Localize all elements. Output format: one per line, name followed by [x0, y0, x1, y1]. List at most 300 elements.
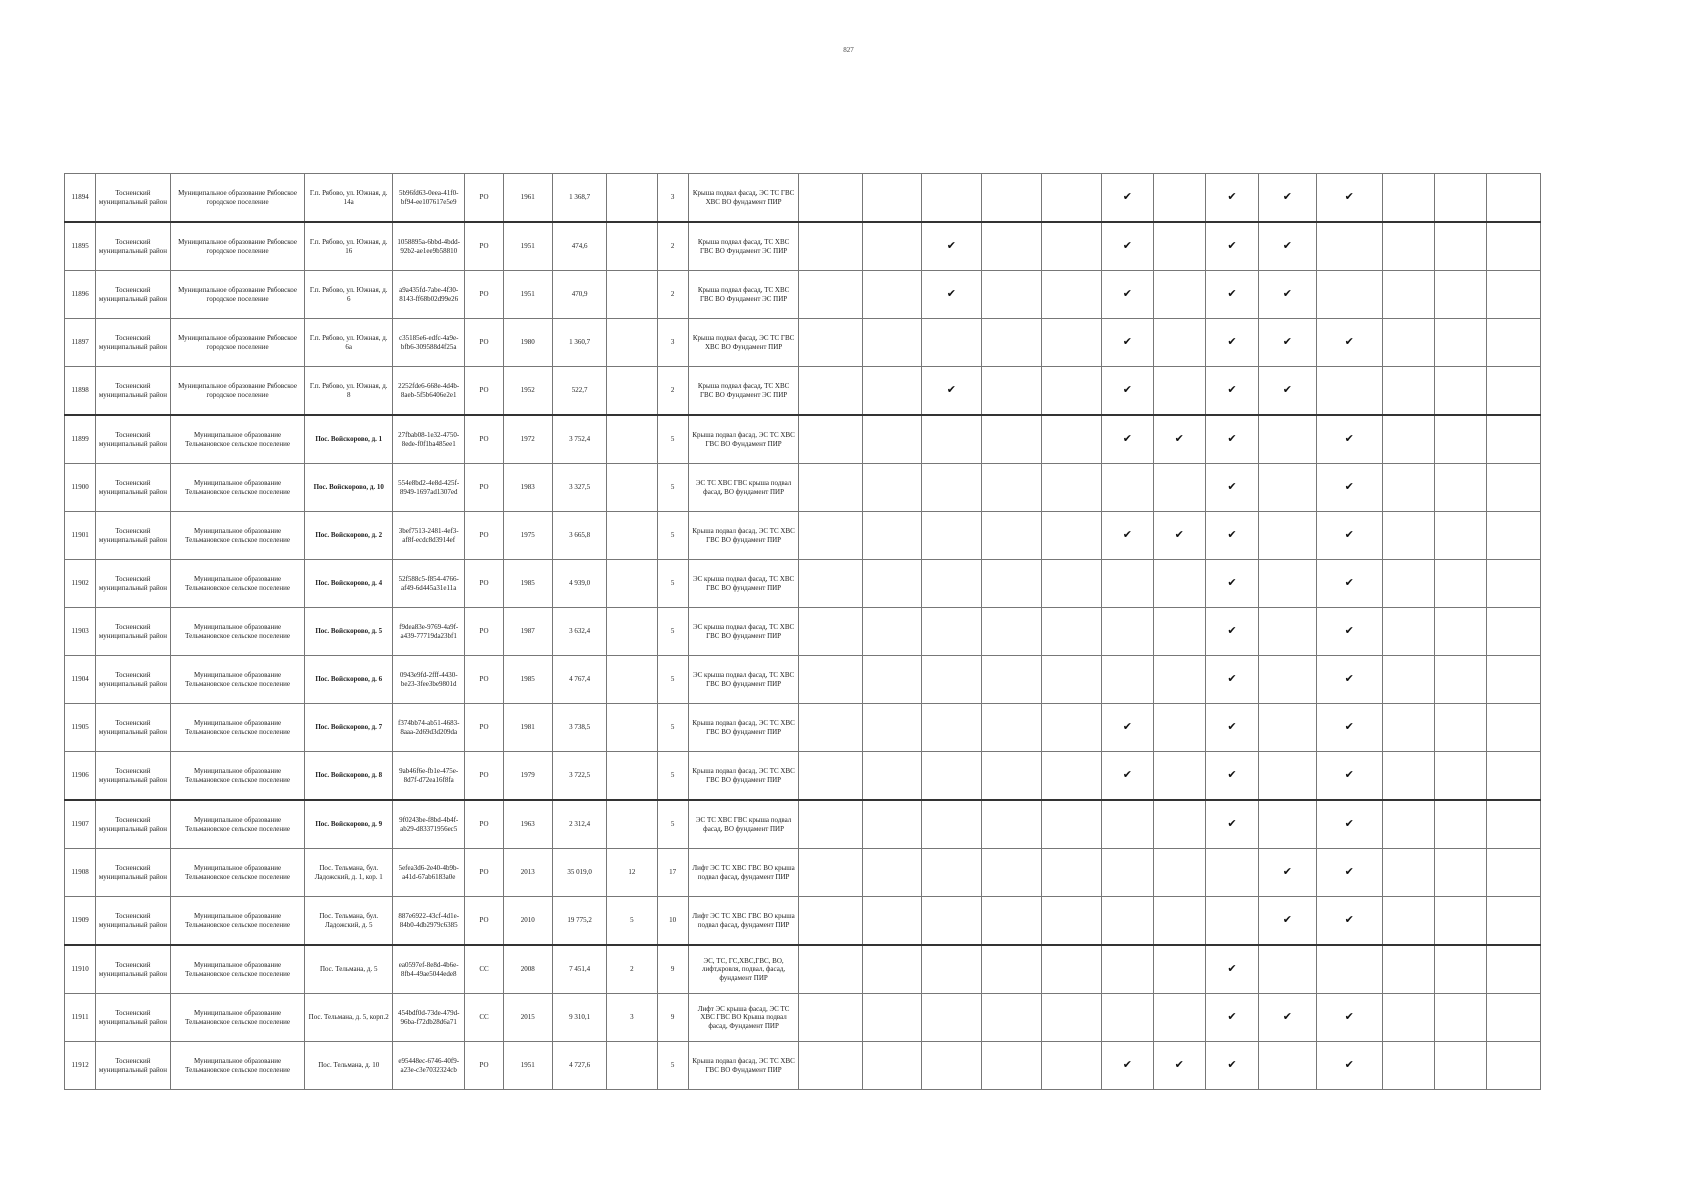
checkmark-icon: ✔ [1227, 382, 1237, 396]
work-check-cell [1316, 608, 1382, 656]
work-check-cell [1102, 222, 1153, 271]
work-check-cell [922, 271, 981, 319]
row-id: 11894 [65, 174, 96, 223]
fund-type-cell: РО [465, 849, 503, 897]
district-cell: Тосненский муниципальный район [96, 849, 170, 897]
work-check-cell [1486, 800, 1540, 849]
guid-cell: 887e6922-43cf-4d1e-84b0-4db2979c6385 [392, 897, 464, 946]
work-check-cell [922, 800, 981, 849]
count-cell [607, 704, 657, 752]
guid-cell: 554e8bd2-4e8d-425f-8949-1697ad1307ed [392, 464, 464, 512]
work-check-cell [1435, 800, 1486, 849]
work-check-cell [1486, 319, 1540, 367]
works-list-cell: Крыша подвал фасад, ЭС ТС ГВС ХВС ВО фундамент ПИР [688, 174, 799, 223]
row-id: 11910 [65, 945, 96, 994]
work-check-cell [1041, 849, 1101, 897]
work-check-cell [1382, 319, 1434, 367]
checkmark-icon: ✔ [1282, 334, 1292, 348]
year-built-cell: 1972 [503, 415, 552, 464]
floors-cell: 5 [657, 415, 688, 464]
work-check-cell [862, 271, 921, 319]
checkmark-icon: ✔ [1227, 286, 1237, 300]
year-built-cell: 1975 [503, 512, 552, 560]
work-check-cell [799, 464, 862, 512]
fund-type-cell: РО [465, 222, 503, 271]
district-cell: Тосненский муниципальный район [96, 945, 170, 994]
work-check-cell [1153, 994, 1205, 1042]
guid-cell: 1058895a-6bbd-4bdd-92b2-ae1ee9b58810 [392, 222, 464, 271]
work-check-cell [1153, 415, 1205, 464]
work-check-cell [1316, 752, 1382, 801]
district-cell: Тосненский муниципальный район [96, 704, 170, 752]
checkmark-icon: ✔ [1344, 767, 1354, 781]
count-cell [607, 608, 657, 656]
work-check-cell [1382, 704, 1434, 752]
checkmark-icon: ✔ [1344, 816, 1354, 830]
fund-type-cell: РО [465, 174, 503, 223]
work-check-cell [799, 367, 862, 416]
area-cell: 3 722,5 [552, 752, 606, 801]
work-check-cell [1382, 271, 1434, 319]
district-cell: Тосненский муниципальный район [96, 222, 170, 271]
work-check-cell [922, 560, 981, 608]
checkmark-icon: ✔ [1344, 334, 1354, 348]
table-row [65, 271, 1541, 319]
work-check-cell [1102, 512, 1153, 560]
checkmark-icon: ✔ [946, 286, 956, 300]
address-cell: Пос. Войскорово, д. 2 [305, 512, 393, 560]
address-cell: Г.п. Рябово, ул. Южная, д. 16 [305, 222, 393, 271]
work-check-cell [1205, 319, 1258, 367]
checkmark-icon: ✔ [1344, 1057, 1354, 1071]
checkmark-icon: ✔ [1227, 816, 1237, 830]
year-built-cell: 1987 [503, 608, 552, 656]
work-check-cell [1382, 994, 1434, 1042]
work-check-cell [1435, 945, 1486, 994]
work-check-cell [1435, 752, 1486, 801]
work-check-cell [981, 945, 1041, 994]
floors-cell: 10 [657, 897, 688, 946]
fund-type-cell: РО [465, 415, 503, 464]
district-cell: Тосненский муниципальный район [96, 367, 170, 416]
work-check-cell [981, 994, 1041, 1042]
address-cell: Пос. Войскорово, д. 6 [305, 656, 393, 704]
area-cell: 3 738,5 [552, 704, 606, 752]
work-check-cell [1435, 1042, 1486, 1090]
checkmark-icon: ✔ [1227, 671, 1237, 685]
area-cell: 1 360,7 [552, 319, 606, 367]
work-check-cell [922, 849, 981, 897]
area-cell: 35 019,0 [552, 849, 606, 897]
area-cell: 19 775,2 [552, 897, 606, 946]
floors-cell: 2 [657, 271, 688, 319]
work-check-cell [1316, 222, 1382, 271]
works-list-cell: Крыша подвал фасад, ЭС ТС ХВС ГВС ВО фундамент ПИР [688, 752, 799, 801]
works-list-cell: ЭС крыша подвал фасад, ТС ХВС ГВС ВО фундамент ПИР [688, 656, 799, 704]
area-cell: 3 665,8 [552, 512, 606, 560]
address-cell: Пос. Войскорово, д. 4 [305, 560, 393, 608]
work-check-cell [1153, 271, 1205, 319]
checkmark-icon: ✔ [1122, 527, 1132, 541]
work-check-cell [1316, 945, 1382, 994]
row-id: 11901 [65, 512, 96, 560]
work-check-cell [1041, 319, 1101, 367]
table-row [65, 704, 1541, 752]
fund-type-cell: РО [465, 897, 503, 946]
work-check-cell [1382, 174, 1434, 223]
work-check-cell [922, 945, 981, 994]
work-check-cell [799, 945, 862, 994]
address-cell: Пос. Тельмана, д. 5 [305, 945, 393, 994]
work-check-cell [981, 1042, 1041, 1090]
work-check-cell [1153, 464, 1205, 512]
work-check-cell [862, 945, 921, 994]
work-check-cell [1102, 897, 1153, 946]
year-built-cell: 1952 [503, 367, 552, 416]
work-check-cell [1205, 415, 1258, 464]
work-check-cell [981, 512, 1041, 560]
municipality-cell: Муниципальное образование Рябовское городское поселение [170, 174, 305, 223]
work-check-cell [1153, 222, 1205, 271]
work-check-cell [1435, 319, 1486, 367]
checkmark-icon: ✔ [1227, 961, 1237, 975]
work-check-cell [1435, 415, 1486, 464]
page-number: 827 [843, 46, 854, 54]
work-check-cell [862, 512, 921, 560]
work-check-cell [981, 222, 1041, 271]
count-cell [607, 464, 657, 512]
area-cell: 522,7 [552, 367, 606, 416]
fund-type-cell: СС [465, 994, 503, 1042]
table-row [65, 656, 1541, 704]
address-cell: Пос. Войскорово, д. 1 [305, 415, 393, 464]
work-check-cell [1316, 994, 1382, 1042]
year-built-cell: 1985 [503, 560, 552, 608]
row-id: 11909 [65, 897, 96, 946]
work-check-cell [1102, 1042, 1153, 1090]
work-check-cell [862, 608, 921, 656]
work-check-cell [1316, 560, 1382, 608]
area-cell: 4 727,6 [552, 1042, 606, 1090]
work-check-cell [862, 222, 921, 271]
district-cell: Тосненский муниципальный район [96, 897, 170, 946]
work-check-cell [862, 174, 921, 223]
work-check-cell [1041, 945, 1101, 994]
row-id: 11908 [65, 849, 96, 897]
year-built-cell: 2008 [503, 945, 552, 994]
row-id: 11898 [65, 367, 96, 416]
address-cell: Пос. Войскорово, д. 9 [305, 800, 393, 849]
work-check-cell [922, 512, 981, 560]
address-cell: Пос. Войскорово, д. 8 [305, 752, 393, 801]
work-check-cell [1382, 608, 1434, 656]
work-check-cell [1041, 512, 1101, 560]
municipality-cell: Муниципальное образование Рябовское городское поселение [170, 271, 305, 319]
table-row [65, 994, 1541, 1042]
checkmark-icon: ✔ [1227, 719, 1237, 733]
address-cell: Пос. Тельмана, бул. Ладожский, д. 1, кор. 1 [305, 849, 393, 897]
work-check-cell [1486, 271, 1540, 319]
floors-cell: 5 [657, 656, 688, 704]
row-id: 11911 [65, 994, 96, 1042]
works-list-cell: Крыша подвал фасад, ЭС ТС ХВС ГВС ВО фундамент ПИР [688, 512, 799, 560]
work-check-cell [799, 752, 862, 801]
work-check-cell [1382, 945, 1434, 994]
work-check-cell [1486, 174, 1540, 223]
checkmark-icon: ✔ [1174, 1057, 1184, 1071]
area-cell: 4 939,0 [552, 560, 606, 608]
fund-type-cell: РО [465, 608, 503, 656]
checkmark-icon: ✔ [1344, 479, 1354, 493]
checkmark-icon: ✔ [1344, 719, 1354, 733]
work-check-cell [1486, 560, 1540, 608]
year-built-cell: 1981 [503, 704, 552, 752]
floors-cell: 5 [657, 512, 688, 560]
work-check-cell [1102, 994, 1153, 1042]
work-check-cell [1486, 512, 1540, 560]
work-check-cell [1486, 464, 1540, 512]
work-check-cell [1205, 271, 1258, 319]
table-row [65, 1042, 1541, 1090]
table-row [65, 945, 1541, 994]
work-check-cell [862, 897, 921, 946]
work-check-cell [1382, 656, 1434, 704]
municipality-cell: Муниципальное образование Тельмановское сельское поселение [170, 897, 305, 946]
work-check-cell [1435, 849, 1486, 897]
work-check-cell [922, 367, 981, 416]
year-built-cell: 1979 [503, 752, 552, 801]
work-check-cell [922, 319, 981, 367]
work-check-cell [1102, 849, 1153, 897]
district-cell: Тосненский муниципальный район [96, 464, 170, 512]
work-check-cell [799, 897, 862, 946]
work-check-cell [1153, 512, 1205, 560]
row-id: 11905 [65, 704, 96, 752]
works-list-cell: ЭС крыша подвал фасад, ТС ХВС ГВС ВО фундамент ПИР [688, 608, 799, 656]
district-cell: Тосненский муниципальный район [96, 752, 170, 801]
work-check-cell [981, 271, 1041, 319]
work-check-cell [1382, 464, 1434, 512]
work-check-cell [1382, 849, 1434, 897]
district-cell: Тосненский муниципальный район [96, 174, 170, 223]
work-check-cell [799, 704, 862, 752]
municipality-cell: Муниципальное образование Тельмановское сельское поселение [170, 945, 305, 994]
work-check-cell [1153, 945, 1205, 994]
floors-cell: 5 [657, 608, 688, 656]
work-check-cell [1041, 608, 1101, 656]
work-check-cell [981, 800, 1041, 849]
guid-cell: c35185e6-edfc-4a9e-bfb6-309588d4f25a [392, 319, 464, 367]
work-check-cell [1102, 704, 1153, 752]
works-list-cell: Лифт ЭС ТС ХВС ГВС ВО крыша подвал фасад, фундамент ПИР [688, 897, 799, 946]
guid-cell: 454bdf0d-73de-479d-96ba-f72db28d6a71 [392, 994, 464, 1042]
works-list-cell: Лифт ЭС крыша фасад, ЭС ТС ХВС ГВС ВО Крыша подвал фасад, Фундамент ПИР [688, 994, 799, 1042]
work-check-cell [1102, 271, 1153, 319]
work-check-cell [1259, 464, 1316, 512]
checkmark-icon: ✔ [1122, 334, 1132, 348]
address-cell: Г.п. Рябово, ул. Южная, д. 6а [305, 319, 393, 367]
district-cell: Тосненский муниципальный район [96, 656, 170, 704]
work-check-cell [1205, 800, 1258, 849]
works-list-cell: ЭС крыша подвал фасад, ТС ХВС ГВС ВО фундамент ПИР [688, 560, 799, 608]
district-cell: Тосненский муниципальный район [96, 319, 170, 367]
guid-cell: 5efea3d6-2e40-4b9b-a41d-67ab6183a0e [392, 849, 464, 897]
work-check-cell [1316, 1042, 1382, 1090]
work-check-cell [799, 174, 862, 223]
checkmark-icon: ✔ [1227, 334, 1237, 348]
address-cell: Пос. Тельмана, д. 5, корп.2 [305, 994, 393, 1042]
work-check-cell [1205, 608, 1258, 656]
work-check-cell [1153, 367, 1205, 416]
count-cell [607, 271, 657, 319]
work-check-cell [981, 897, 1041, 946]
year-built-cell: 1985 [503, 656, 552, 704]
work-check-cell [1102, 945, 1153, 994]
work-check-cell [1316, 897, 1382, 946]
work-check-cell [1153, 752, 1205, 801]
work-check-cell [1259, 994, 1316, 1042]
works-list-cell: Крыша подвал фасад, ЭС ТС ХВС ГВС ВО фундамент ПИР [688, 704, 799, 752]
checkmark-icon: ✔ [1227, 527, 1237, 541]
count-cell [607, 319, 657, 367]
count-cell: 12 [607, 849, 657, 897]
checkmark-icon: ✔ [1227, 623, 1237, 637]
checkmark-icon: ✔ [1344, 623, 1354, 637]
table-row [65, 849, 1541, 897]
row-id: 11907 [65, 800, 96, 849]
work-check-cell [1041, 752, 1101, 801]
checkmark-icon: ✔ [1227, 189, 1237, 203]
work-check-cell [1102, 752, 1153, 801]
work-check-cell [1205, 174, 1258, 223]
work-check-cell [799, 271, 862, 319]
housing-register-table [64, 173, 1541, 1090]
fund-type-cell: РО [465, 560, 503, 608]
checkmark-icon: ✔ [1174, 431, 1184, 445]
work-check-cell [1205, 464, 1258, 512]
work-check-cell [922, 704, 981, 752]
work-check-cell [1153, 656, 1205, 704]
address-cell: Пос. Войскорово, д. 10 [305, 464, 393, 512]
works-list-cell: Крыша подвал фасад, ТС ХВС ГВС ВО Фундамент ЭС ПИР [688, 367, 799, 416]
work-check-cell [981, 656, 1041, 704]
work-check-cell [1102, 415, 1153, 464]
year-built-cell: 1951 [503, 1042, 552, 1090]
year-built-cell: 1983 [503, 464, 552, 512]
year-built-cell: 1963 [503, 800, 552, 849]
checkmark-icon: ✔ [1344, 189, 1354, 203]
checkmark-icon: ✔ [1227, 575, 1237, 589]
checkmark-icon: ✔ [1122, 286, 1132, 300]
work-check-cell [1435, 464, 1486, 512]
work-check-cell [1486, 608, 1540, 656]
work-check-cell [799, 800, 862, 849]
checkmark-icon: ✔ [1344, 575, 1354, 589]
work-check-cell [1205, 849, 1258, 897]
checkmark-icon: ✔ [1122, 238, 1132, 252]
work-check-cell [981, 415, 1041, 464]
work-check-cell [1153, 174, 1205, 223]
checkmark-icon: ✔ [1344, 671, 1354, 685]
municipality-cell: Муниципальное образование Тельмановское сельское поселение [170, 752, 305, 801]
municipality-cell: Муниципальное образование Тельмановское сельское поселение [170, 512, 305, 560]
work-check-cell [862, 800, 921, 849]
checkmark-icon: ✔ [1282, 189, 1292, 203]
work-check-cell [922, 1042, 981, 1090]
work-check-cell [1259, 800, 1316, 849]
guid-cell: 9ab46f6e-fb1e-475e-8d7f-d72ea16f8fa [392, 752, 464, 801]
municipality-cell: Муниципальное образование Рябовское городское поселение [170, 367, 305, 416]
checkmark-icon: ✔ [1174, 527, 1184, 541]
guid-cell: a9a435fd-7abe-4f30-8143-ff68b02d99e26 [392, 271, 464, 319]
work-check-cell [1382, 222, 1434, 271]
count-cell [607, 560, 657, 608]
address-cell: Пос. Войскорово, д. 5 [305, 608, 393, 656]
work-check-cell [862, 704, 921, 752]
municipality-cell: Муниципальное образование Рябовское городское поселение [170, 222, 305, 271]
area-cell: 9 310,1 [552, 994, 606, 1042]
work-check-cell [922, 897, 981, 946]
count-cell [607, 174, 657, 223]
address-cell: Г.п. Рябово, ул. Южная, д. 8 [305, 367, 393, 416]
count-cell [607, 222, 657, 271]
checkmark-icon: ✔ [1344, 1009, 1354, 1023]
table-row [65, 464, 1541, 512]
municipality-cell: Муниципальное образование Тельмановское сельское поселение [170, 415, 305, 464]
fund-type-cell: РО [465, 752, 503, 801]
guid-cell: 9f0243be-f8bd-4b4f-ab29-d83371956ec5 [392, 800, 464, 849]
checkmark-icon: ✔ [1227, 431, 1237, 445]
floors-cell: 3 [657, 174, 688, 223]
count-cell: 5 [607, 897, 657, 946]
work-check-cell [1259, 752, 1316, 801]
work-check-cell [799, 415, 862, 464]
work-check-cell [1316, 800, 1382, 849]
row-id: 11902 [65, 560, 96, 608]
works-list-cell: Крыша подвал фасад, ЭС ТС ГВС ХВС ВО Фундамент ПИР [688, 319, 799, 367]
work-check-cell [1382, 800, 1434, 849]
work-check-cell [862, 994, 921, 1042]
count-cell: 3 [607, 994, 657, 1042]
work-check-cell [981, 319, 1041, 367]
work-check-cell [1153, 800, 1205, 849]
work-check-cell [1316, 367, 1382, 416]
municipality-cell: Муниципальное образование Рябовское городское поселение [170, 319, 305, 367]
work-check-cell [1102, 800, 1153, 849]
count-cell [607, 367, 657, 416]
guid-cell: 3bef7513-2481-4ef3-af8f-ecdc8d3914ef [392, 512, 464, 560]
year-built-cell: 1980 [503, 319, 552, 367]
checkmark-icon: ✔ [1344, 912, 1354, 926]
work-check-cell [1205, 945, 1258, 994]
work-check-cell [1435, 897, 1486, 946]
work-check-cell [1486, 415, 1540, 464]
year-built-cell: 1961 [503, 174, 552, 223]
work-check-cell [1205, 897, 1258, 946]
work-check-cell [1382, 415, 1434, 464]
checkmark-icon: ✔ [1227, 767, 1237, 781]
fund-type-cell: РО [465, 271, 503, 319]
work-check-cell [1205, 560, 1258, 608]
fund-type-cell: РО [465, 704, 503, 752]
table-row [65, 222, 1541, 271]
work-check-cell [1435, 271, 1486, 319]
work-check-cell [1486, 994, 1540, 1042]
checkmark-icon: ✔ [1344, 431, 1354, 445]
work-check-cell [1486, 752, 1540, 801]
work-check-cell [922, 174, 981, 223]
work-check-cell [922, 752, 981, 801]
